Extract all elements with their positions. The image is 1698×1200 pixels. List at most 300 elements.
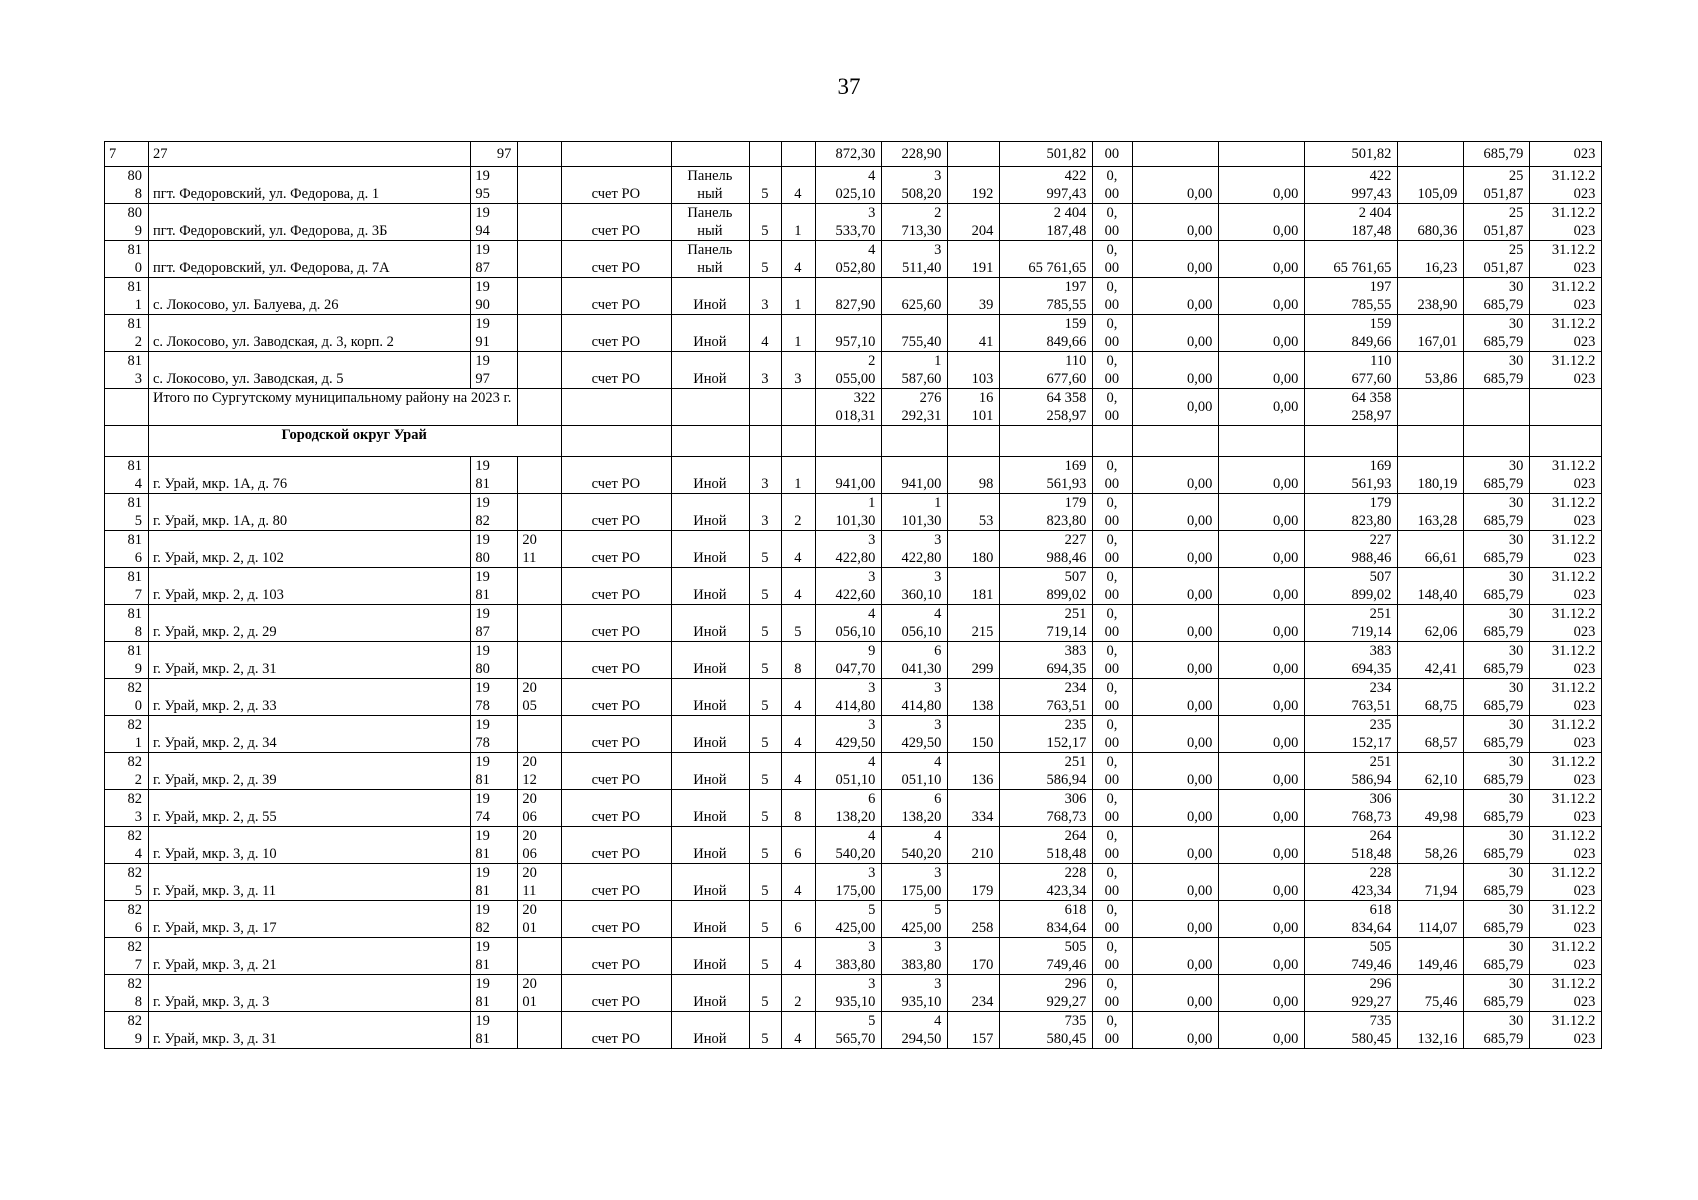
area-living-cell-line: 4 bbox=[934, 754, 942, 770]
material-cell-line bbox=[676, 605, 743, 623]
material-cell-line bbox=[676, 938, 743, 956]
year-cell bbox=[471, 315, 518, 352]
budget-cell: 0,00 bbox=[1133, 901, 1219, 938]
area-total-cell-line: 047,70 bbox=[835, 661, 876, 677]
source-cell: счет РО bbox=[562, 315, 672, 352]
zero-cell-line: 0, bbox=[1106, 168, 1118, 184]
area-living-cell-line: 508,20 bbox=[901, 186, 942, 202]
per-meter-cell: 68,75 bbox=[1398, 679, 1464, 716]
row-number-line: 2 bbox=[134, 334, 142, 350]
floors-cell: 5 bbox=[750, 938, 782, 975]
zero-cell-line: 00 bbox=[1104, 661, 1120, 677]
cost-cell bbox=[1000, 864, 1093, 901]
zero-cell-line: 00 bbox=[1104, 223, 1120, 239]
zero-cell-line: 00 bbox=[1104, 260, 1120, 276]
row-number bbox=[105, 605, 149, 642]
residents-cell: 41 bbox=[948, 315, 1000, 352]
residents-cell: 180 bbox=[948, 531, 1000, 568]
area-total-cell-line: 5 bbox=[868, 902, 876, 918]
row-number-line: 0 bbox=[134, 698, 142, 714]
row-number-line: 81 bbox=[127, 458, 142, 474]
material-cell-line bbox=[676, 901, 743, 919]
year-cell bbox=[471, 352, 518, 389]
zero-cell bbox=[1093, 167, 1133, 204]
floors-cell: 3 bbox=[750, 494, 782, 531]
repair-year-cell bbox=[518, 531, 562, 568]
table-cell: 023 bbox=[1530, 142, 1602, 167]
residents-cell: 192 bbox=[948, 167, 1000, 204]
row-number bbox=[105, 352, 149, 389]
fund-total-cell-line: 197 bbox=[1369, 279, 1392, 295]
cost-cell-line: 507 bbox=[1064, 569, 1087, 585]
cost-cell-line: 264 bbox=[1064, 828, 1087, 844]
repair-year-cell bbox=[518, 352, 562, 389]
deadline-cell bbox=[1530, 568, 1602, 605]
year-cell-line: 19 bbox=[475, 680, 490, 696]
floors-cell: 3 bbox=[750, 278, 782, 315]
year-cell-line: 81 bbox=[475, 957, 490, 973]
budget-cell: 0,00 bbox=[1133, 167, 1219, 204]
material-cell bbox=[672, 315, 750, 352]
floors-cell: 5 bbox=[750, 827, 782, 864]
address-cell: пгт. Федоровский, ул. Федорова, д. 1 bbox=[149, 167, 471, 204]
repair-year-cell bbox=[518, 864, 562, 901]
area-living-cell-line: 941,00 bbox=[901, 476, 942, 492]
entrances-cell: 4 bbox=[782, 1012, 816, 1049]
area-total-cell-line: 533,70 bbox=[835, 223, 876, 239]
material-cell bbox=[672, 568, 750, 605]
row-number-line: 6 bbox=[134, 550, 142, 566]
deadline-cell-line: 31.12.2 bbox=[1551, 279, 1596, 295]
fund-total-cell-line: 423,34 bbox=[1351, 883, 1392, 899]
row-number-line: 8 bbox=[134, 994, 142, 1010]
cost-cell-line: 296 bbox=[1064, 976, 1087, 992]
deadline-cell bbox=[1530, 167, 1602, 204]
repair-year-cell bbox=[518, 901, 562, 938]
cost-cell bbox=[1000, 938, 1093, 975]
table-row bbox=[105, 975, 1602, 1012]
deadline-cell-line: 023 bbox=[1573, 809, 1596, 825]
cost-cell-line: 227 bbox=[1064, 532, 1087, 548]
budget-cell: 0,00 bbox=[1219, 605, 1305, 642]
row-number-line: 81 bbox=[127, 242, 142, 258]
repair-year-cell-line bbox=[522, 457, 555, 475]
table-cell bbox=[948, 426, 1000, 457]
fund-total-cell-line: 251 bbox=[1369, 754, 1392, 770]
row-number bbox=[105, 901, 149, 938]
area-living-cell bbox=[882, 568, 948, 605]
area-total-cell-line: 422,60 bbox=[835, 587, 876, 603]
cost-cell-line: 929,27 bbox=[1046, 994, 1087, 1010]
limit-cell-line: 685,79 bbox=[1483, 334, 1524, 350]
address-cell: г. Урай, мкр. 2, д. 55 bbox=[149, 790, 471, 827]
limit-cell-line: 685,79 bbox=[1483, 476, 1524, 492]
area-total-cell bbox=[816, 753, 882, 790]
area-living-cell-line bbox=[886, 457, 941, 475]
budget-cell: 0,00 bbox=[1133, 716, 1219, 753]
material-cell-line: Панель bbox=[687, 242, 733, 258]
residents-cell: 136 bbox=[948, 753, 1000, 790]
deadline-cell-line: 31.12.2 bbox=[1551, 495, 1596, 511]
floors-cell: 5 bbox=[750, 204, 782, 241]
area-total-cell-line: 957,10 bbox=[835, 334, 876, 350]
zero-cell-line: 0, bbox=[1106, 717, 1118, 733]
zero-cell-line: 0, bbox=[1106, 865, 1118, 881]
table-row bbox=[105, 568, 1602, 605]
section-row bbox=[105, 426, 1602, 457]
row-number-line: 82 bbox=[127, 791, 142, 807]
area-total-cell-line: 9 bbox=[868, 643, 876, 659]
fund-total-cell bbox=[1305, 901, 1398, 938]
year-cell bbox=[471, 568, 518, 605]
material-cell-line bbox=[676, 790, 743, 808]
zero-cell-line: 00 bbox=[1104, 334, 1120, 350]
area-living-cell-line: 414,80 bbox=[901, 698, 942, 714]
limit-cell-line: 30 bbox=[1508, 865, 1524, 881]
fund-total-cell-line: 586,94 bbox=[1351, 772, 1392, 788]
table-row bbox=[105, 142, 1602, 167]
zero-cell-line: 0, bbox=[1106, 939, 1118, 955]
year-cell bbox=[471, 531, 518, 568]
limit-cell-line: 30 bbox=[1508, 279, 1524, 295]
row-number-line: 8 bbox=[134, 186, 142, 202]
row-number-line: 81 bbox=[127, 279, 142, 295]
source-cell: счет РО bbox=[562, 605, 672, 642]
budget-cell: 0,00 bbox=[1219, 457, 1305, 494]
table-cell: 685,79 bbox=[1464, 142, 1530, 167]
cost-cell bbox=[1000, 753, 1093, 790]
material-cell-line: Иной bbox=[693, 920, 727, 936]
entrances-cell: 1 bbox=[782, 204, 816, 241]
source-cell: счет РО bbox=[562, 679, 672, 716]
budget-cell: 0,00 bbox=[1133, 568, 1219, 605]
source-cell: счет РО bbox=[562, 494, 672, 531]
area-total-cell-line: 425,00 bbox=[835, 920, 876, 936]
zero-cell-line: 00 bbox=[1104, 371, 1120, 387]
material-cell bbox=[672, 167, 750, 204]
area-total-cell-line: 565,70 bbox=[835, 1031, 876, 1047]
zero-cell-line: 00 bbox=[1104, 550, 1120, 566]
repair-year-cell-line bbox=[522, 642, 555, 660]
budget-cell: 0,00 bbox=[1219, 241, 1305, 278]
table-cell bbox=[782, 426, 816, 457]
area-total-cell bbox=[816, 1012, 882, 1049]
deadline-cell-line: 023 bbox=[1573, 883, 1596, 899]
material-cell-line bbox=[676, 531, 743, 549]
area-living-cell-line: 3 bbox=[934, 242, 942, 258]
year-cell-line: 81 bbox=[475, 476, 490, 492]
limit-cell-line: 685,79 bbox=[1483, 1031, 1524, 1047]
row-number-line: 82 bbox=[127, 939, 142, 955]
year-cell-line: 19 bbox=[475, 754, 490, 770]
table-row bbox=[105, 204, 1602, 241]
area-living-cell-line: 6 bbox=[934, 643, 942, 659]
area-total-cell bbox=[816, 938, 882, 975]
area-living-cell bbox=[882, 241, 948, 278]
residents-cell: 234 bbox=[948, 975, 1000, 1012]
fund-total-cell-line: 65 761,65 bbox=[1333, 260, 1392, 276]
material-cell bbox=[672, 753, 750, 790]
year-cell-line: 90 bbox=[475, 297, 490, 313]
zero-cell-line: 0, bbox=[1106, 902, 1118, 918]
table-row bbox=[105, 716, 1602, 753]
area-total-cell-line: 3 bbox=[868, 976, 876, 992]
deadline-cell bbox=[1530, 315, 1602, 352]
limit-cell-line: 685,79 bbox=[1483, 920, 1524, 936]
year-cell-line: 19 bbox=[475, 569, 490, 585]
fund-total-cell-line: 561,93 bbox=[1351, 476, 1392, 492]
area-living-cell bbox=[882, 315, 948, 352]
residents-cell: 179 bbox=[948, 864, 1000, 901]
zero-cell-line: 0, bbox=[1106, 316, 1118, 332]
repair-year-cell-line: 01 bbox=[522, 920, 537, 936]
material-cell bbox=[672, 278, 750, 315]
repair-year-cell-line bbox=[522, 370, 555, 388]
repair-year-cell bbox=[518, 790, 562, 827]
deadline-cell bbox=[1530, 753, 1602, 790]
source-cell: счет РО bbox=[562, 753, 672, 790]
material-cell-line: Иной bbox=[693, 883, 727, 899]
year-cell bbox=[471, 457, 518, 494]
material-cell-line: Иной bbox=[693, 994, 727, 1010]
budget-cell: 0,00 bbox=[1133, 352, 1219, 389]
table-cell: 00 bbox=[1093, 142, 1133, 167]
table-cell: 7 bbox=[105, 142, 149, 167]
zero-cell-line: 0, bbox=[1106, 458, 1118, 474]
area-living-cell-line: 713,30 bbox=[901, 223, 942, 239]
source-cell: счет РО bbox=[562, 790, 672, 827]
cost-cell-line: 423,34 bbox=[1046, 883, 1087, 899]
cost-cell-line: 988,46 bbox=[1046, 550, 1087, 566]
material-cell-line: Иной bbox=[693, 371, 727, 387]
budget-cell: 0,00 bbox=[1133, 204, 1219, 241]
cost-cell-line: 197 bbox=[1064, 279, 1087, 295]
deadline-cell-line: 023 bbox=[1573, 772, 1596, 788]
year-cell bbox=[471, 901, 518, 938]
table-cell bbox=[816, 426, 882, 457]
table-row bbox=[105, 457, 1602, 494]
fund-total-cell-line: 618 bbox=[1369, 902, 1392, 918]
row-number-line: 81 bbox=[127, 353, 142, 369]
deadline-cell-line: 31.12.2 bbox=[1551, 717, 1596, 733]
subtotal-row bbox=[105, 389, 1602, 426]
deadline-cell-line: 31.12.2 bbox=[1551, 902, 1596, 918]
row-number-line: 82 bbox=[127, 902, 142, 918]
area-total-cell bbox=[816, 531, 882, 568]
zero-cell bbox=[1093, 975, 1133, 1012]
fund-total-cell-line: 187,48 bbox=[1351, 223, 1392, 239]
floors-cell: 3 bbox=[750, 457, 782, 494]
residents-cell: 181 bbox=[948, 568, 1000, 605]
area-total-cell bbox=[816, 315, 882, 352]
deadline-cell-line: 31.12.2 bbox=[1551, 754, 1596, 770]
cost-cell-line: 763,51 bbox=[1046, 698, 1087, 714]
fund-total-cell-line: 264 bbox=[1369, 828, 1392, 844]
address-cell: г. Урай, мкр. 3, д. 10 bbox=[149, 827, 471, 864]
cost-cell-line: 228 bbox=[1064, 865, 1087, 881]
table-row bbox=[105, 278, 1602, 315]
zero-cell bbox=[1093, 753, 1133, 790]
area-total-cell-line: 052,80 bbox=[835, 260, 876, 276]
cost-cell bbox=[1000, 167, 1093, 204]
budget-cell: 0,00 bbox=[1133, 531, 1219, 568]
cost-cell-line: 997,43 bbox=[1046, 186, 1087, 202]
fund-total-cell-line: 227 bbox=[1369, 532, 1392, 548]
source-cell: счет РО bbox=[562, 716, 672, 753]
limit-cell bbox=[1464, 1012, 1530, 1049]
limit-cell bbox=[1464, 278, 1530, 315]
deadline-cell-line: 023 bbox=[1573, 550, 1596, 566]
repair-year-cell-line bbox=[522, 296, 555, 314]
fund-total-cell bbox=[1305, 352, 1398, 389]
zero-cell bbox=[1093, 864, 1133, 901]
source-cell: счет РО bbox=[562, 352, 672, 389]
zero-cell-line: 00 bbox=[1104, 476, 1120, 492]
limit-cell-line: 30 bbox=[1508, 458, 1524, 474]
repair-year-cell bbox=[518, 241, 562, 278]
row-number bbox=[105, 1012, 149, 1049]
cost-cell bbox=[1000, 457, 1093, 494]
limit-cell-line: 051,87 bbox=[1483, 260, 1524, 276]
row-number bbox=[105, 494, 149, 531]
table-cell bbox=[562, 389, 672, 426]
deadline-cell-line: 023 bbox=[1573, 334, 1596, 350]
fund-total-cell bbox=[1305, 938, 1398, 975]
budget-cell: 0,00 bbox=[1133, 642, 1219, 679]
row-number bbox=[105, 278, 149, 315]
repair-year-cell-line: 05 bbox=[522, 698, 537, 714]
register-table bbox=[104, 141, 1602, 1049]
address-cell: г. Урай, мкр. 2, д. 103 bbox=[149, 568, 471, 605]
area-living-cell-line: 3 bbox=[934, 168, 942, 184]
year-cell bbox=[471, 679, 518, 716]
area-total-cell bbox=[816, 204, 882, 241]
row-number-line: 81 bbox=[127, 606, 142, 622]
year-cell-line: 19 bbox=[475, 606, 490, 622]
year-cell-line: 74 bbox=[475, 809, 490, 825]
budget-cell: 0,00 bbox=[1219, 352, 1305, 389]
floors-cell: 5 bbox=[750, 241, 782, 278]
budget-cell: 0,00 bbox=[1219, 864, 1305, 901]
area-living-cell bbox=[882, 531, 948, 568]
material-cell-line bbox=[676, 315, 743, 333]
fund-total-cell-line: 785,55 bbox=[1351, 297, 1392, 313]
area-total-cell bbox=[816, 278, 882, 315]
row-number bbox=[105, 753, 149, 790]
repair-year-cell-line: 20 bbox=[522, 791, 537, 807]
subtotal-budget: 0,00 bbox=[1219, 389, 1305, 426]
cost-cell-line: 518,48 bbox=[1046, 846, 1087, 862]
area-total-cell-line: 1 bbox=[868, 495, 876, 511]
subtotal-zero bbox=[1093, 389, 1133, 426]
fund-total-cell-line: 580,45 bbox=[1351, 1031, 1392, 1047]
repair-year-cell-line bbox=[522, 167, 555, 185]
fund-total-cell bbox=[1305, 1012, 1398, 1049]
per-meter-cell: 149,46 bbox=[1398, 938, 1464, 975]
limit-cell-line: 685,79 bbox=[1483, 772, 1524, 788]
address-cell: г. Урай, мкр. 2, д. 33 bbox=[149, 679, 471, 716]
fund-total-cell-line: 719,14 bbox=[1351, 624, 1392, 640]
entrances-cell: 4 bbox=[782, 864, 816, 901]
repair-year-cell bbox=[518, 938, 562, 975]
source-cell: счет РО bbox=[562, 241, 672, 278]
entrances-cell: 4 bbox=[782, 938, 816, 975]
row-number bbox=[105, 938, 149, 975]
deadline-cell-line: 31.12.2 bbox=[1551, 168, 1596, 184]
fund-total-cell-line: 235 bbox=[1369, 717, 1392, 733]
table-row bbox=[105, 790, 1602, 827]
zero-cell bbox=[1093, 278, 1133, 315]
row-number-line: 1 bbox=[134, 735, 142, 751]
area-living-cell-line: 2 bbox=[934, 205, 942, 221]
area-living-cell bbox=[882, 352, 948, 389]
year-cell-line: 19 bbox=[475, 791, 490, 807]
year-cell bbox=[471, 241, 518, 278]
limit-cell bbox=[1464, 568, 1530, 605]
per-meter-cell: 68,57 bbox=[1398, 716, 1464, 753]
subtotal-residents-line: 101 bbox=[971, 408, 994, 424]
area-living-cell-line: 3 bbox=[934, 532, 942, 548]
cost-cell-line bbox=[1004, 241, 1086, 259]
row-number-line: 4 bbox=[134, 846, 142, 862]
fund-total-cell bbox=[1305, 568, 1398, 605]
row-number-line: 5 bbox=[134, 513, 142, 529]
year-cell-line: 19 bbox=[475, 495, 490, 511]
budget-cell: 0,00 bbox=[1219, 278, 1305, 315]
fund-total-cell-line: 422 bbox=[1369, 168, 1392, 184]
zero-cell-line: 00 bbox=[1104, 513, 1120, 529]
fund-total-cell bbox=[1305, 531, 1398, 568]
material-cell-line: Иной bbox=[693, 1031, 727, 1047]
material-cell-line: Иной bbox=[693, 587, 727, 603]
fund-total-cell-line: 228 bbox=[1369, 865, 1392, 881]
zero-cell bbox=[1093, 204, 1133, 241]
zero-cell-line: 0, bbox=[1106, 569, 1118, 585]
area-total-cell-line: 4 bbox=[868, 168, 876, 184]
area-total-cell-line: 4 bbox=[868, 828, 876, 844]
cost-cell-line: 187,48 bbox=[1046, 223, 1087, 239]
subtotal-residents bbox=[948, 389, 1000, 426]
floors-cell: 3 bbox=[750, 352, 782, 389]
area-total-cell bbox=[816, 457, 882, 494]
table-cell bbox=[948, 142, 1000, 167]
cost-cell bbox=[1000, 716, 1093, 753]
repair-year-cell-line: 20 bbox=[522, 532, 537, 548]
repair-year-cell-line bbox=[522, 586, 555, 604]
fund-total-cell-line: 763,51 bbox=[1351, 698, 1392, 714]
cost-cell-line: 306 bbox=[1064, 791, 1087, 807]
area-living-cell-line: 051,10 bbox=[901, 772, 942, 788]
area-living-cell bbox=[882, 938, 948, 975]
repair-year-cell-line bbox=[522, 512, 555, 530]
repair-year-cell-line: 01 bbox=[522, 994, 537, 1010]
repair-year-cell-line bbox=[522, 494, 555, 512]
fund-total-cell-line: 251 bbox=[1369, 606, 1392, 622]
entrances-cell: 8 bbox=[782, 790, 816, 827]
source-cell: счет РО bbox=[562, 278, 672, 315]
area-living-cell-line: 3 bbox=[934, 717, 942, 733]
row-number bbox=[105, 241, 149, 278]
floors-cell: 5 bbox=[750, 679, 782, 716]
material-cell-line: Иной bbox=[693, 698, 727, 714]
floors-cell: 5 bbox=[750, 790, 782, 827]
budget-cell: 0,00 bbox=[1219, 679, 1305, 716]
per-meter-cell: 238,90 bbox=[1398, 278, 1464, 315]
cost-cell bbox=[1000, 204, 1093, 241]
area-living-cell bbox=[882, 605, 948, 642]
cost-cell-line: 179 bbox=[1064, 495, 1087, 511]
row-number bbox=[105, 167, 149, 204]
